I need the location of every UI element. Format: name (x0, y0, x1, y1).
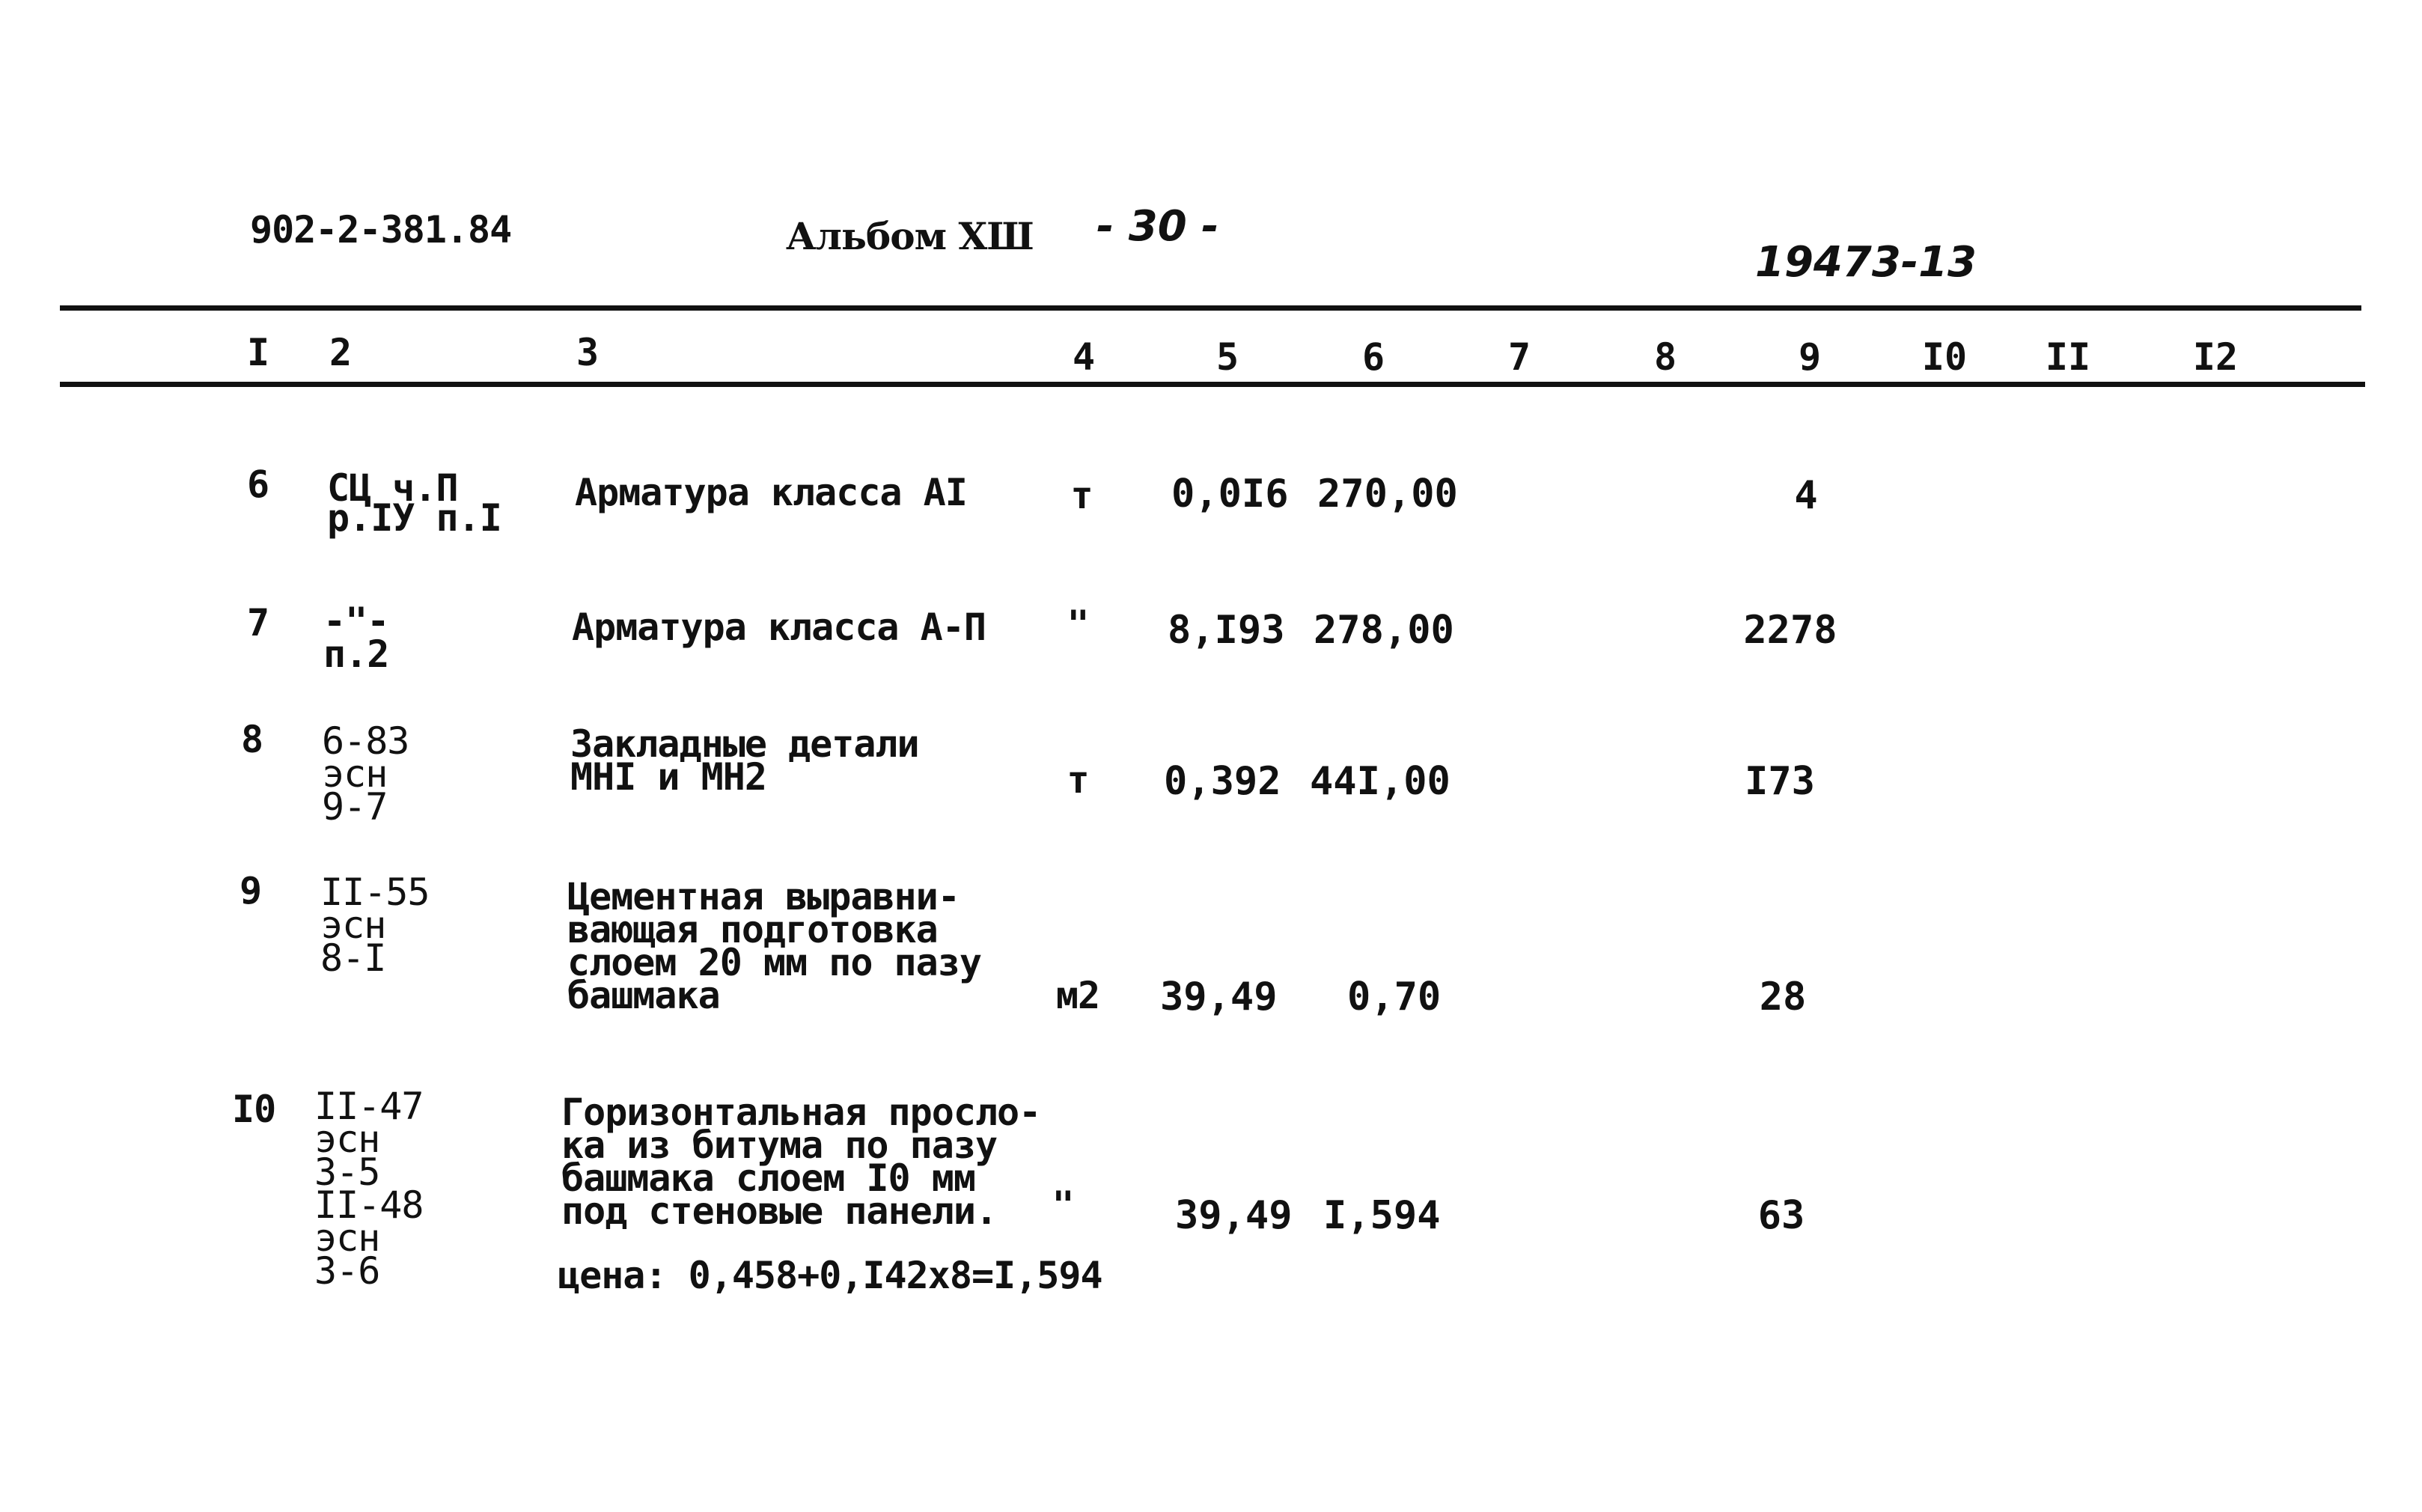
row-description: Горизонтальная просло- ка из битума по пазу башмака слоем I0 мм под стеновые панели. (561, 1091, 1041, 1233)
row-unit: " (1052, 1183, 1074, 1227)
row-number: 6 (247, 463, 269, 506)
table-top-rule (60, 305, 2361, 311)
row-description: Закладные детали МНI и МН2 (570, 722, 919, 799)
column-number: I2 (2192, 335, 2239, 379)
column-number: 2 (329, 331, 353, 374)
row-unit: " (1067, 603, 1089, 646)
row-number: 7 (247, 601, 269, 644)
row-unit: т (1070, 474, 1093, 517)
row-unit-price: 44I,00 (1310, 759, 1451, 804)
row-total: 2278 (1743, 608, 1837, 653)
row-quantity: 0,392 (1164, 759, 1281, 804)
column-number: 7 (1507, 335, 1531, 379)
row-norm-code: СЦ ч.П р.IУ п.I (327, 466, 501, 540)
row-unit-price: 270,00 (1317, 472, 1458, 516)
row-norm-code: 6-83 эсн 9-7 (322, 719, 409, 829)
row-quantity: 8,I93 (1168, 608, 1285, 653)
column-number: I0 (1921, 335, 1968, 379)
row-description: Арматура класса АI (575, 471, 967, 514)
page-number: - 30 - (1096, 202, 1219, 251)
column-number: 4 (1072, 335, 1096, 379)
doc-code: 902-2-381.84 (250, 208, 512, 252)
row-total: I73 (1745, 759, 1815, 804)
table-header-rule (60, 382, 2365, 387)
album-title: Альбом ХШ (786, 214, 1034, 258)
row-unit: м2 (1055, 974, 1100, 1017)
row-number: 9 (240, 869, 262, 912)
row-norm-code: II-47 эсн 3-5 II-48 эсн 3-6 (314, 1085, 424, 1293)
row-unit-price: I,594 (1323, 1193, 1441, 1238)
row-total: 4 (1794, 473, 1818, 518)
row-quantity: 39,49 (1160, 975, 1278, 1019)
row-total: 63 (1757, 1193, 1805, 1238)
column-number: 3 (576, 331, 600, 374)
row-number: I0 (232, 1088, 276, 1131)
row-norm-code: -"- п.2 (323, 600, 389, 676)
row-quantity: 0,0I6 (1171, 472, 1289, 516)
column-number: I (246, 331, 270, 374)
column-number: 8 (1653, 335, 1677, 379)
row-norm-code: II-55 эсн 8-I (320, 871, 430, 980)
column-number: 6 (1361, 335, 1385, 379)
row-unit: т (1067, 758, 1089, 802)
price-calculation-note: цена: 0,458+0,I42x8=I,594 (558, 1254, 1102, 1297)
row-number: 8 (241, 718, 263, 761)
row-total: 28 (1759, 975, 1807, 1019)
column-number: II (2045, 335, 2091, 379)
row-description: Арматура класса А-П (572, 606, 986, 649)
column-number: 9 (1798, 335, 1822, 379)
inventory-number: 19473-13 (1755, 238, 1977, 287)
row-quantity: 39,49 (1175, 1193, 1293, 1238)
row-unit-price: 0,70 (1347, 975, 1442, 1019)
row-description: Цементная выравни- вающая подготовка слоем 20 мм по пазу башмака (567, 875, 981, 1017)
row-unit-price: 278,00 (1314, 608, 1454, 653)
column-number: 5 (1215, 335, 1239, 379)
